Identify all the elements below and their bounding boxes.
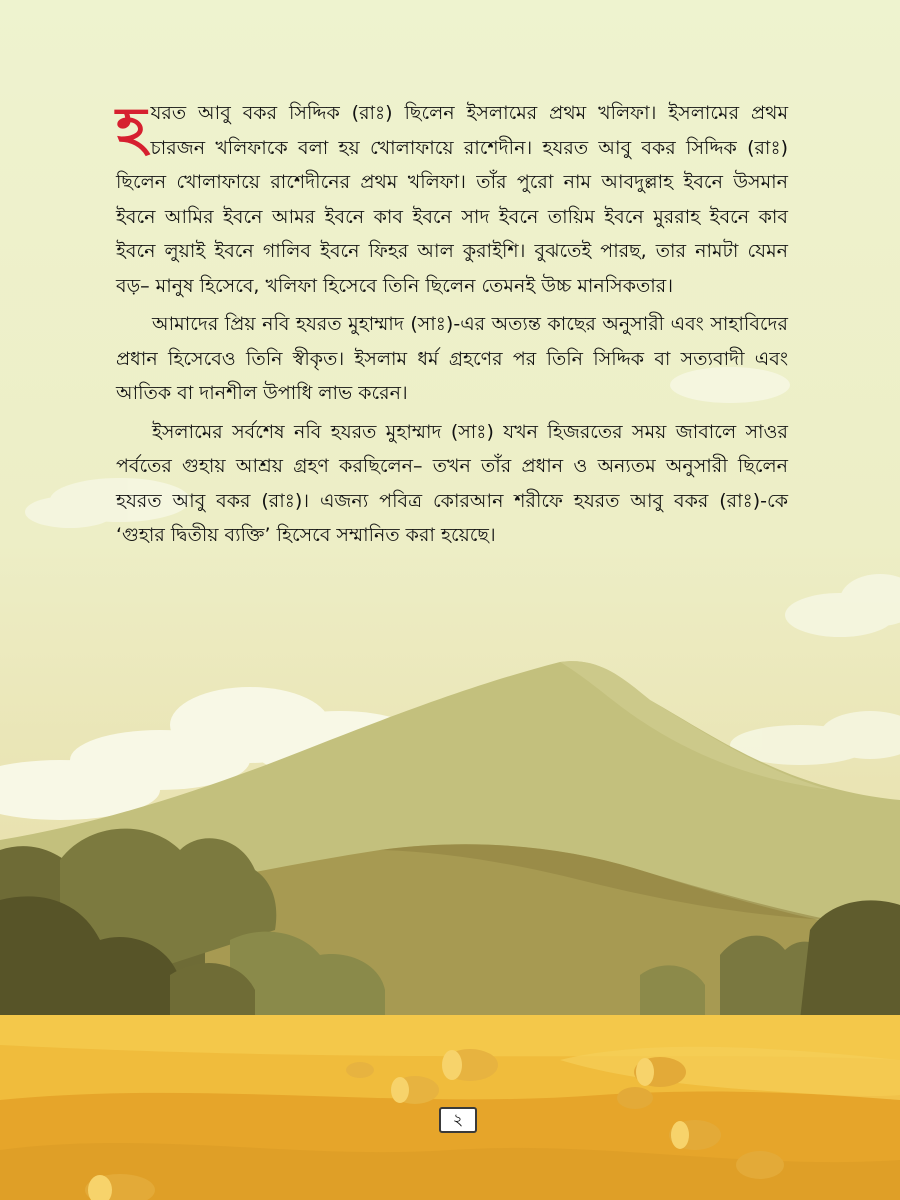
paragraph-1-text: যরত আবু বকর সিদ্দিক (রাঃ) ছিলেন ইসলামের প্রথম খলিফা। ইসলামের প্রথম চারজন খলিফাকে বলা হয় খোলাফায়ে রাশেদীন। হযরত আবু বকর সিদ্দিক (রাঃ) ছিলেন খোলাফায়ে রাশেদীনের প্রথম খলিফা। তাঁর পুরো নাম আবদুল্লাহ ইবনে উসমান ইবনে আমির ইবনে আমর ইবনে কাব ইবনে সাদ ইবনে তায়িম ইবনে মুররাহ ইবনে কাব ইবনে লুয়াই ইবনে গালিব ইবনে ফিহর আল কুরাইশি। বুঝতেই পারছ, তার নামটা যেমন বড়– মানুষ হিসেবে, খলিফা হিসেবে তিনি ছিলেন তেমনই উচ্চ মানসিকতার। bbox=[116, 102, 788, 297]
article-text bbox=[116, 96, 788, 553]
paragraph-2: আমাদের প্রিয় নবি হযরত মুহাম্মাদ (সাঃ)-এর অত্যন্ত কাছের অনুসারী এবং সাহাবিদের প্রধান হিসেবেও তিনি স্বীকৃত। ইসলাম ধর্ম গ্রহণের পর তিনি সিদ্দিক বা সত্যবাদী এবং আতিক বা দানশীল উপাধি লাভ করেন। bbox=[116, 313, 788, 404]
page-number: ২ bbox=[439, 1107, 477, 1133]
paragraph-1 bbox=[116, 96, 788, 303]
paragraph-3: ইসলামের সর্বশেষ নবি হযরত মুহাম্মাদ (সাঃ) যখন হিজরতের সময় জাবালে সাওর পর্বতের গুহায় আশ্রয় গ্রহণ করছিলেন– তখন তাঁর প্রধান ও অন্যতম অনুসারী ছিলেন হযরত আবু বকর (রাঃ)। এজন্য পবিত্র কোরআন শরীফে হযরত আবু বকর (রাঃ)-কে ‘গুহার দ্বিতীয় ব্যক্তি’ হিসেবে সম্মানিত করা হয়েছে। bbox=[116, 420, 788, 546]
drop-cap-letter: হ bbox=[116, 94, 147, 162]
